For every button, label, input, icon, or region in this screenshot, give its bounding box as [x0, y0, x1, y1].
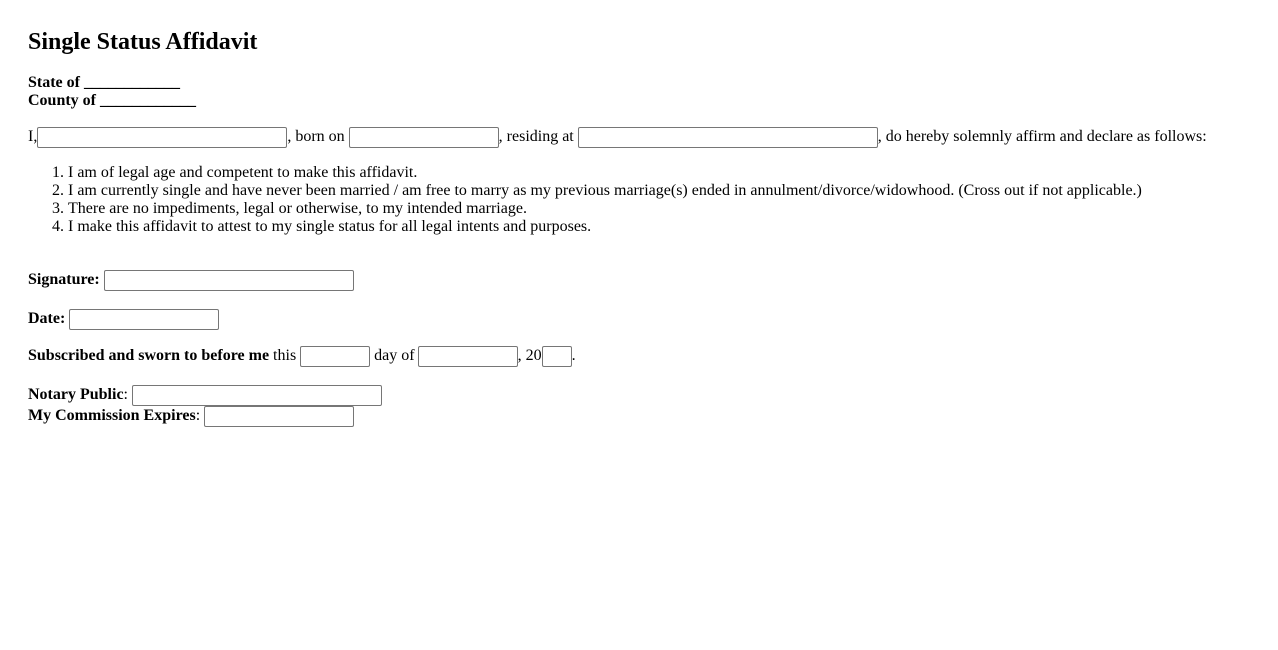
residing-at-text: , residing at	[498, 128, 574, 145]
jurisdiction-block	[28, 74, 196, 110]
sworn-year-prefix: , 20	[517, 347, 542, 364]
sworn-day-input[interactable]	[300, 346, 370, 367]
affirm-text: , do hereby solemnly affirm and declare as follows:	[877, 128, 1207, 145]
commission-expires-input[interactable]	[204, 406, 354, 427]
date-label: Date:	[28, 310, 66, 327]
signature-label: Signature:	[28, 271, 100, 288]
commission-label: My Commission Expires	[28, 407, 196, 424]
notary-public-input[interactable]	[132, 385, 382, 406]
sworn-year-input[interactable]	[542, 346, 572, 367]
commission-colon: :	[195, 407, 201, 424]
sworn-label: Subscribed and sworn to before me	[28, 347, 270, 364]
list-item: 3. There are no impediments, legal or otherwise, to my intended marriage.	[68, 200, 1142, 218]
notary-colon: :	[123, 386, 128, 403]
signature-input[interactable]	[104, 270, 354, 291]
date-row	[28, 308, 219, 330]
list-item: 2. I am currently single and have never been married / am free to marry as my previous marriage(s) ended in annulment/divorce/widowhood. (Cross out if not applicable.)	[68, 182, 1142, 200]
sworn-end-text: .	[571, 347, 576, 364]
full-name-input[interactable]	[37, 127, 287, 148]
intro-statement	[28, 126, 1207, 148]
sworn-row	[28, 345, 576, 367]
state-label: State of ____________	[28, 74, 180, 91]
notary-label: Notary Public	[28, 386, 124, 403]
county-label: County of ____________	[28, 92, 197, 109]
page-title: Single Status Affidavit	[28, 29, 258, 55]
born-on-text: , born on	[287, 128, 345, 145]
sworn-month-input[interactable]	[418, 346, 518, 367]
sworn-day-of-text: day of	[374, 347, 415, 364]
sworn-this-text: this	[273, 347, 297, 364]
birth-date-input[interactable]	[349, 127, 499, 148]
signature-row	[28, 269, 354, 291]
list-item: 4. I make this affidavit to attest to my single status for all legal intents and purposes.	[68, 218, 1142, 236]
address-input[interactable]	[578, 127, 878, 148]
notary-row	[28, 384, 382, 406]
commission-row	[28, 405, 354, 427]
statements-list	[28, 164, 1142, 236]
intro-i-text: I,	[28, 128, 38, 145]
date-input[interactable]	[69, 309, 219, 330]
list-item: 1. I am of legal age and competent to make this affidavit.	[68, 164, 1142, 182]
